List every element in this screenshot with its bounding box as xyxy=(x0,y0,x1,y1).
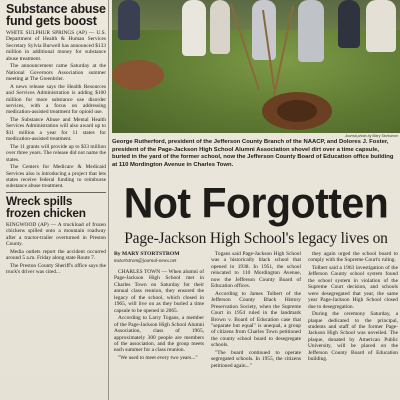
paragraph: The Centers for Medicare & Medicaid Services also is introducing a project that lets states receive federal funding to reimburse substance abuse treatment. xyxy=(6,164,106,190)
paragraph: According to Larry Togans, a member of the Page-Jackson High School Alumni Association, class of 1965, approximately 300 people are members of the association, and the group meets each summer for a class reunion. xyxy=(114,315,204,354)
news-photo-time-capsule xyxy=(112,0,400,133)
paragraph: The Substance Abuse and Mental Health Services Administration will also award up to $11 million a year for 11 states for medication-assisted treatment. xyxy=(6,116,106,143)
paragraph: According to James Tolbert of the Jefferson County Black History Preservation Society, when the Supreme Court in 1954 ruled in the landmark Brown v. Board of Education case that "separate but equal" is unequal, a group of citizens from Charles Town petitioned the county school board to desegregate schools. xyxy=(211,290,301,349)
photo-credit: Journal photo by Mary Stortstrom xyxy=(344,134,398,138)
story-body-wreck xyxy=(6,222,106,276)
paragraph: The announcement came Saturday at the National Governors Association summer meeting at The Greenbrier. xyxy=(6,63,106,83)
story-column-2 xyxy=(211,251,301,400)
paragraph: KINGWOOD (AP) — A truckload of frozen chickens spilled onto a mountain roadway after a tractor-trailer overturned in Preston County. xyxy=(6,221,106,248)
story-body-substance-abuse xyxy=(6,30,106,190)
paragraph: The Preston County Sheriff's office says the truck's driver was cited... xyxy=(6,262,106,276)
paragraph: they again urged the school board to comply with the Supreme Court's ruling. xyxy=(308,251,398,264)
paragraph: During the ceremony Saturday, a plaque dedicated to the principal, students and staff of the former Page-Jackson High School was unveiled. The plaque, donated by American Public University, will be placed on the Jefferson County Board of Education building. xyxy=(308,311,398,363)
left-news-column xyxy=(6,0,106,400)
paragraph: Togans said Page-Jackson High School was a historically black school that opened in 1938. In 1951, the school relocated to 110 Mordington Avenue, now the Jefferson County Board of Education offices. xyxy=(211,251,301,290)
paragraph: WHITE SULPHUR SPRINGS (AP) — U.S. Department of Health & Human Services Secretary Sylvia Burwell has announced $133 million in additional money for substance abuse treatment. xyxy=(6,30,106,62)
paragraph: Tolbert said a 1963 investigation of the Jefferson County school system found the school system in violation of the Supreme Court decision, and schools were desegregated that year, the same year Page-Jackson High School closed due to desegregation. xyxy=(308,264,398,310)
story-column-3 xyxy=(308,251,398,400)
paragraph: The 11 grants will provide up to $33 million over three years. The release did not name the states. xyxy=(6,143,106,163)
story-headline-wreck: Wreck spills frozen chicken xyxy=(6,193,86,220)
main-headline: Not Forgotten xyxy=(123,178,389,228)
story-column-1 xyxy=(114,269,204,400)
byline-email: mstortstrom@journal-news.net xyxy=(114,259,177,264)
paragraph: Media outlets report the accident occurred around 5 a.m. Friday along state Route 7. xyxy=(6,248,106,262)
main-subheadline: Page-Jackson High School's legacy lives on xyxy=(124,230,388,247)
story-headline-substance-abuse: Substance abuse fund gets boost xyxy=(6,2,106,28)
paragraph: A news release says the Health Resources and Services Administration is adding $100 million for more substance use disorder services, with a focus on addressing medication-assisted treatment for opioid use. xyxy=(6,83,106,116)
byline xyxy=(114,251,206,265)
paragraph: CHARLES TOWN — When alumni of Page-Jackson High School met in Charles Town on Saturday for their annual class reunion, they ensured the legacy of the school, which closed in 1965, will live on as they buried a time capsule to be opened in 2065. xyxy=(114,269,204,314)
story-divider xyxy=(6,192,106,193)
column-divider xyxy=(108,0,109,400)
photo-caption: George Rutherford, president of the Jefferson County Branch of the NAACP, and Dolores J. Foster, president of the Page-Jackson High School Alumni Association shovel dirt over a time capsule, buried in the yard of the former school, now the Jefferson County Board of Education office building at 110 Mordington Avenue in Charles Town. xyxy=(112,139,394,168)
paragraph: "The board continued to operate segregated schools. In 1955, the citizens petitioned again..." xyxy=(211,349,301,369)
byline-author: By MARY STORTSTROM xyxy=(114,251,180,257)
paragraph: "We used to meet every two years..." xyxy=(118,354,198,361)
